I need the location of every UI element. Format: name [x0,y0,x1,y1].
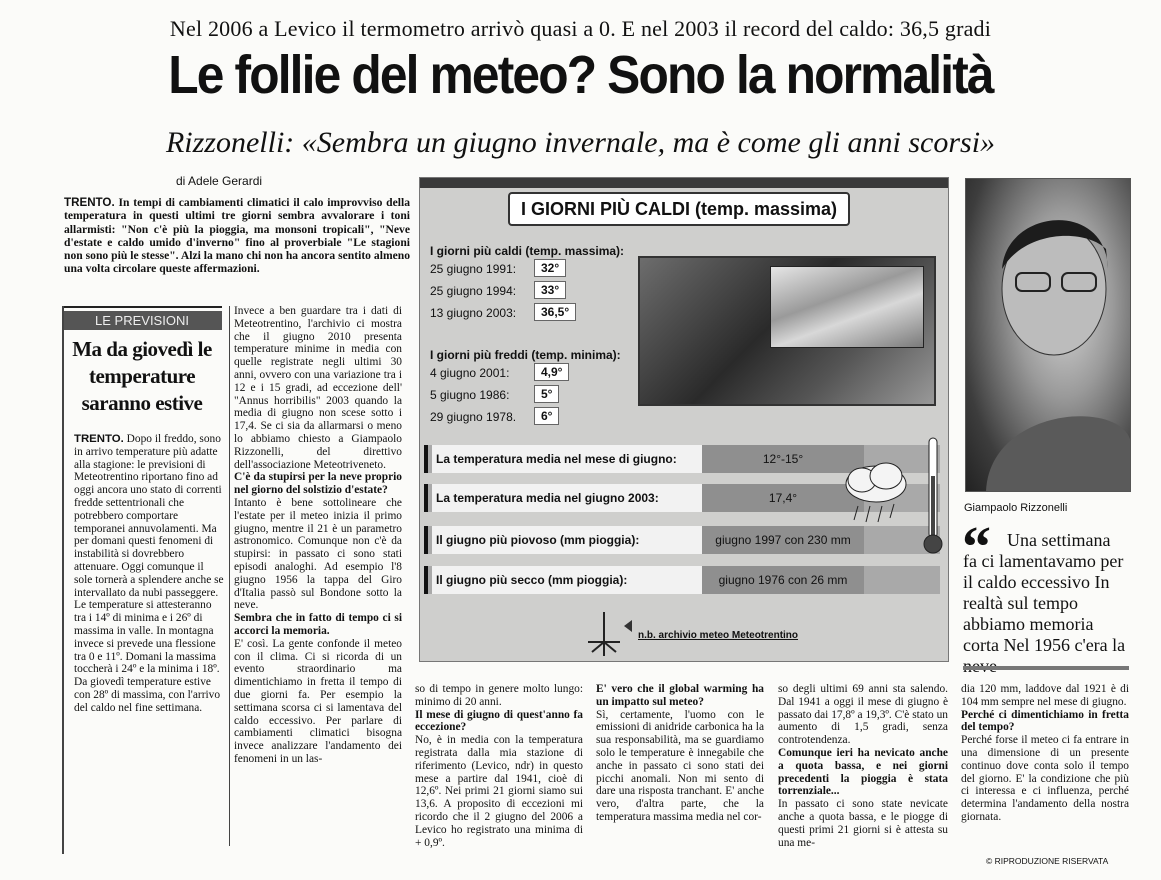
list-item: 13 giugno 2003: 36,5° [430,302,624,324]
paragraph: E' così. La gente confonde il meteo con il clima. Ci si ricorda di un evento straordinario ma dimentichiamo in fretta il tempo di due giorni fa. Per esempio la settimana scorsa ci si lamentava del caldo eccessivo. Per parlare di cambiamenti climatici bisogna invece analizzare l'andamento dei fenomeni in un las- [234,637,402,765]
article-column-6 [961,683,1129,824]
sidebar-border [62,306,64,854]
lead-paragraph [64,196,410,276]
paragraph: Invece a ben guardare tra i dati di Meteotrentino, l'archivio ci mostra che il giugno 2010 presenta temperature minime in media con quelle registrate negli ultimi 30 anni, ovvero con una variazione tra i 12 e i 15 gradi, ad eccezione dell' "Annus horribilis" 2003 quando la media di giugno non scese sotto i 17,4. Se ci sia da allarmarsi o meno lo abbiamo chiesto a Giampaolo Rizzonelli, del direttivo dell'associazione Meteotriveneto. [234,305,402,471]
thermometer-icon [922,436,944,556]
article-kicker: Nel 2006 a Levico il termometro arrivò quasi a 0. E nel 2003 il record del caldo: 36,5 gradi [169,16,992,41]
infobox-band [420,178,948,188]
portrait-photo [965,178,1131,492]
list-item: 29 giugno 1978. 6° [430,406,621,428]
rain-cloud-icon [838,454,914,526]
sidebar-title: Ma da giovedì le temperature saranno estive [72,337,212,415]
info-bar: Il giugno più secco (mm pioggia): giugno 1976 con 26 mm [424,566,940,594]
question: E' vero che il global warming ha un impatto sul meteo? [596,683,764,708]
list-item: 25 giugno 1991: 32° [430,258,624,280]
pull-quote [963,530,1131,677]
list-item: 25 giugno 1994: 33° [430,280,624,302]
hot-days-heading: I giorni più caldi (temp. massima): [430,244,625,258]
copyright-notice: © RIPRODUZIONE RISERVATA [986,856,1109,866]
article-column-5 [778,683,948,849]
paragraph: Perché forse il meteo ci fa entrare in una dimensione di un presente continuo dove conta solo il tempo del giorno. E' la condizione che più ci interessa e ci influenza, perché determina l'andamento della nostra giornata. [961,734,1129,823]
hot-days-list [430,244,624,324]
weather-records-infobox [419,177,949,662]
quote-mark-icon: “ [962,514,991,579]
sidebar-kicker: LE PREVISIONI [62,311,222,330]
question: Perché ci dimentichiamo in fretta del tempo? [961,708,1129,734]
source-note: n.b. archivio meteo Meteotrentino [638,630,799,641]
cold-days-list [430,348,621,428]
question: Sembra che in fatto di tempo ci si accorci la memoria. [234,612,402,637]
cold-days-heading: I giorni più freddi (temp. minima): [430,348,621,362]
question: C'è da stupirsi per la neve proprio nel giorno del solstizio d'estate? [234,471,402,497]
paragraph: No, è in media con la temperatura registrata dalla mia stazione di riferimento (Levico, ndr) in questo mese a partire dal 1941, cioè di 12,6º. Nei primi 21 giorni siamo sui 13,6. A proposito di eccezioni mi ricordo che il 2 giugno del 2006 a Levico ho registrato una minima di + 0,9º. [415,734,583,849]
info-bar: La temperatura media nel mese di giugno: 12°-15° [424,445,940,473]
weather-station-photo [638,256,936,406]
paragraph: dia 120 mm, laddove dal 1921 è di 104 mm sempre nel mese di giugno. [961,683,1129,708]
info-bar: La temperatura media nel giugno 2003: 17,4° [424,484,940,512]
pull-quote-rest: fa ci lamentavamo per il caldo eccessivo In realtà sul tempo abbiamo memoria corta Nel 1956 c'era la [963,551,1126,655]
article-headline: Le follie del meteo? Sono la normalità [168,45,993,105]
paragraph: In passato ci sono state nevicate anche a quota bassa, e le piogge di questi primi 21 giorni si è attesta su una me- [778,798,948,849]
lead-city: TRENTO. [64,196,115,209]
article-subtitle: Rizzonelli: «Sembra un giugno invernale, ma è come gli anni scorsi» [165,126,996,159]
paragraph: Sì, certamente, l'uomo con le emissioni di anidride carbonica ha la sua responsabilità, ma se guardiamo solo le temperature è innegabile che anche in passato ci sono stati dei picchi anomali. Non mi sento di dare una risposta tranchant. E' anche vero, d'altra parte, che la temperatura massima media nel cor- [596,708,764,823]
paragraph: Intanto è bene sottolineare che l'estate per il meteo inizia il primo giugno, mentre il 21 è un parametro astronomico. Comunque non c'è da stupirsi: in passato ci sono stati episodi analoghi. Ad esempio l'8 giugno 1956 la tappa del Giro d'Italia passò sul Bondone sotto la neve. [234,496,402,612]
portrait-silhouette [966,179,1130,491]
article-column-3 [415,683,583,849]
byline: di Adele Gerardi [176,174,263,188]
article-column-2 [234,305,402,766]
sidebar-city: TRENTO. [74,433,124,445]
article-column-4 [596,683,764,824]
list-item: 5 giugno 1986: 5° [430,384,621,406]
lead-text: In tempi di cambiamenti climatici il calo improvviso della temperatura in questi ultimi tre giorni sembra avvalorare i toni allarmisti: "Non c'è più la pioggia, ma monsoni tropicali", "Neve d'estate e caldo umido d'inverno" fino al proverbiale "Le stagioni non sono più le stesse". Alzi la mano chi non ha ancora sentito almeno una volta circolare queste affermazioni. [64,196,410,276]
list-item: 4 giugno 2001: 4,9° [430,362,621,384]
sidebar-text [74,433,224,715]
satellite-screen [770,266,924,348]
forecast-sidebar [62,306,222,417]
infobox-title: I GIORNI PIÙ CALDI (temp. massima) [508,192,850,226]
info-bar: Il giugno più piovoso (mm pioggia): giugno 1997 con 230 mm [424,526,940,554]
weather-vane-icon [572,608,636,658]
pull-quote-line1: Una settimana [1007,530,1111,550]
question: Comunque ieri ha nevicato anche a quota bassa, e nei giorni precedenti la pioggia è stata torrenziale... [778,746,948,798]
paragraph: so degli ultimi 69 anni sta salendo. Dal 1941 a oggi il mese di giugno è passato dai 17,8º a 19,3º. C'è stato un aumento di 1,5 gradi, senza controtendenza. [778,683,948,747]
question: Il mese di giugno di quest'anno fa eccezione? [415,708,583,734]
paragraph: so di tempo in genere molto lungo: minimo di 20 anni. [415,683,583,708]
sidebar-body: Dopo il freddo, sono in arrivo temperature più adatte alla stagione: le previsioni di Meteotrentino riportano fino ad oggi ancora uno stato di correnti fredde settentrionali che potrebbero comportare temporanei annuvolamenti. Ma per domani questi fenomeni di instabilità si dovrebbero attenuare. Oggi comunque il sole tornerà a splendere anche se intervallato da nubi passeggere. Le temperature si attesteranno tra i 14º di minima e i 26º di massima in valle. In montagna invece si prevede una flessione tra 0 e 11º. Domani la massima toccherà i 24º e la minima i 18º. Da giovedì temperature estive con 28º di massima, con l'arrivo del caldo nel fine settimana. [74,433,224,714]
quote-rule [963,666,1129,670]
portrait-caption: Giampaolo Rizzonelli [964,502,1068,514]
column-divider [229,306,230,846]
